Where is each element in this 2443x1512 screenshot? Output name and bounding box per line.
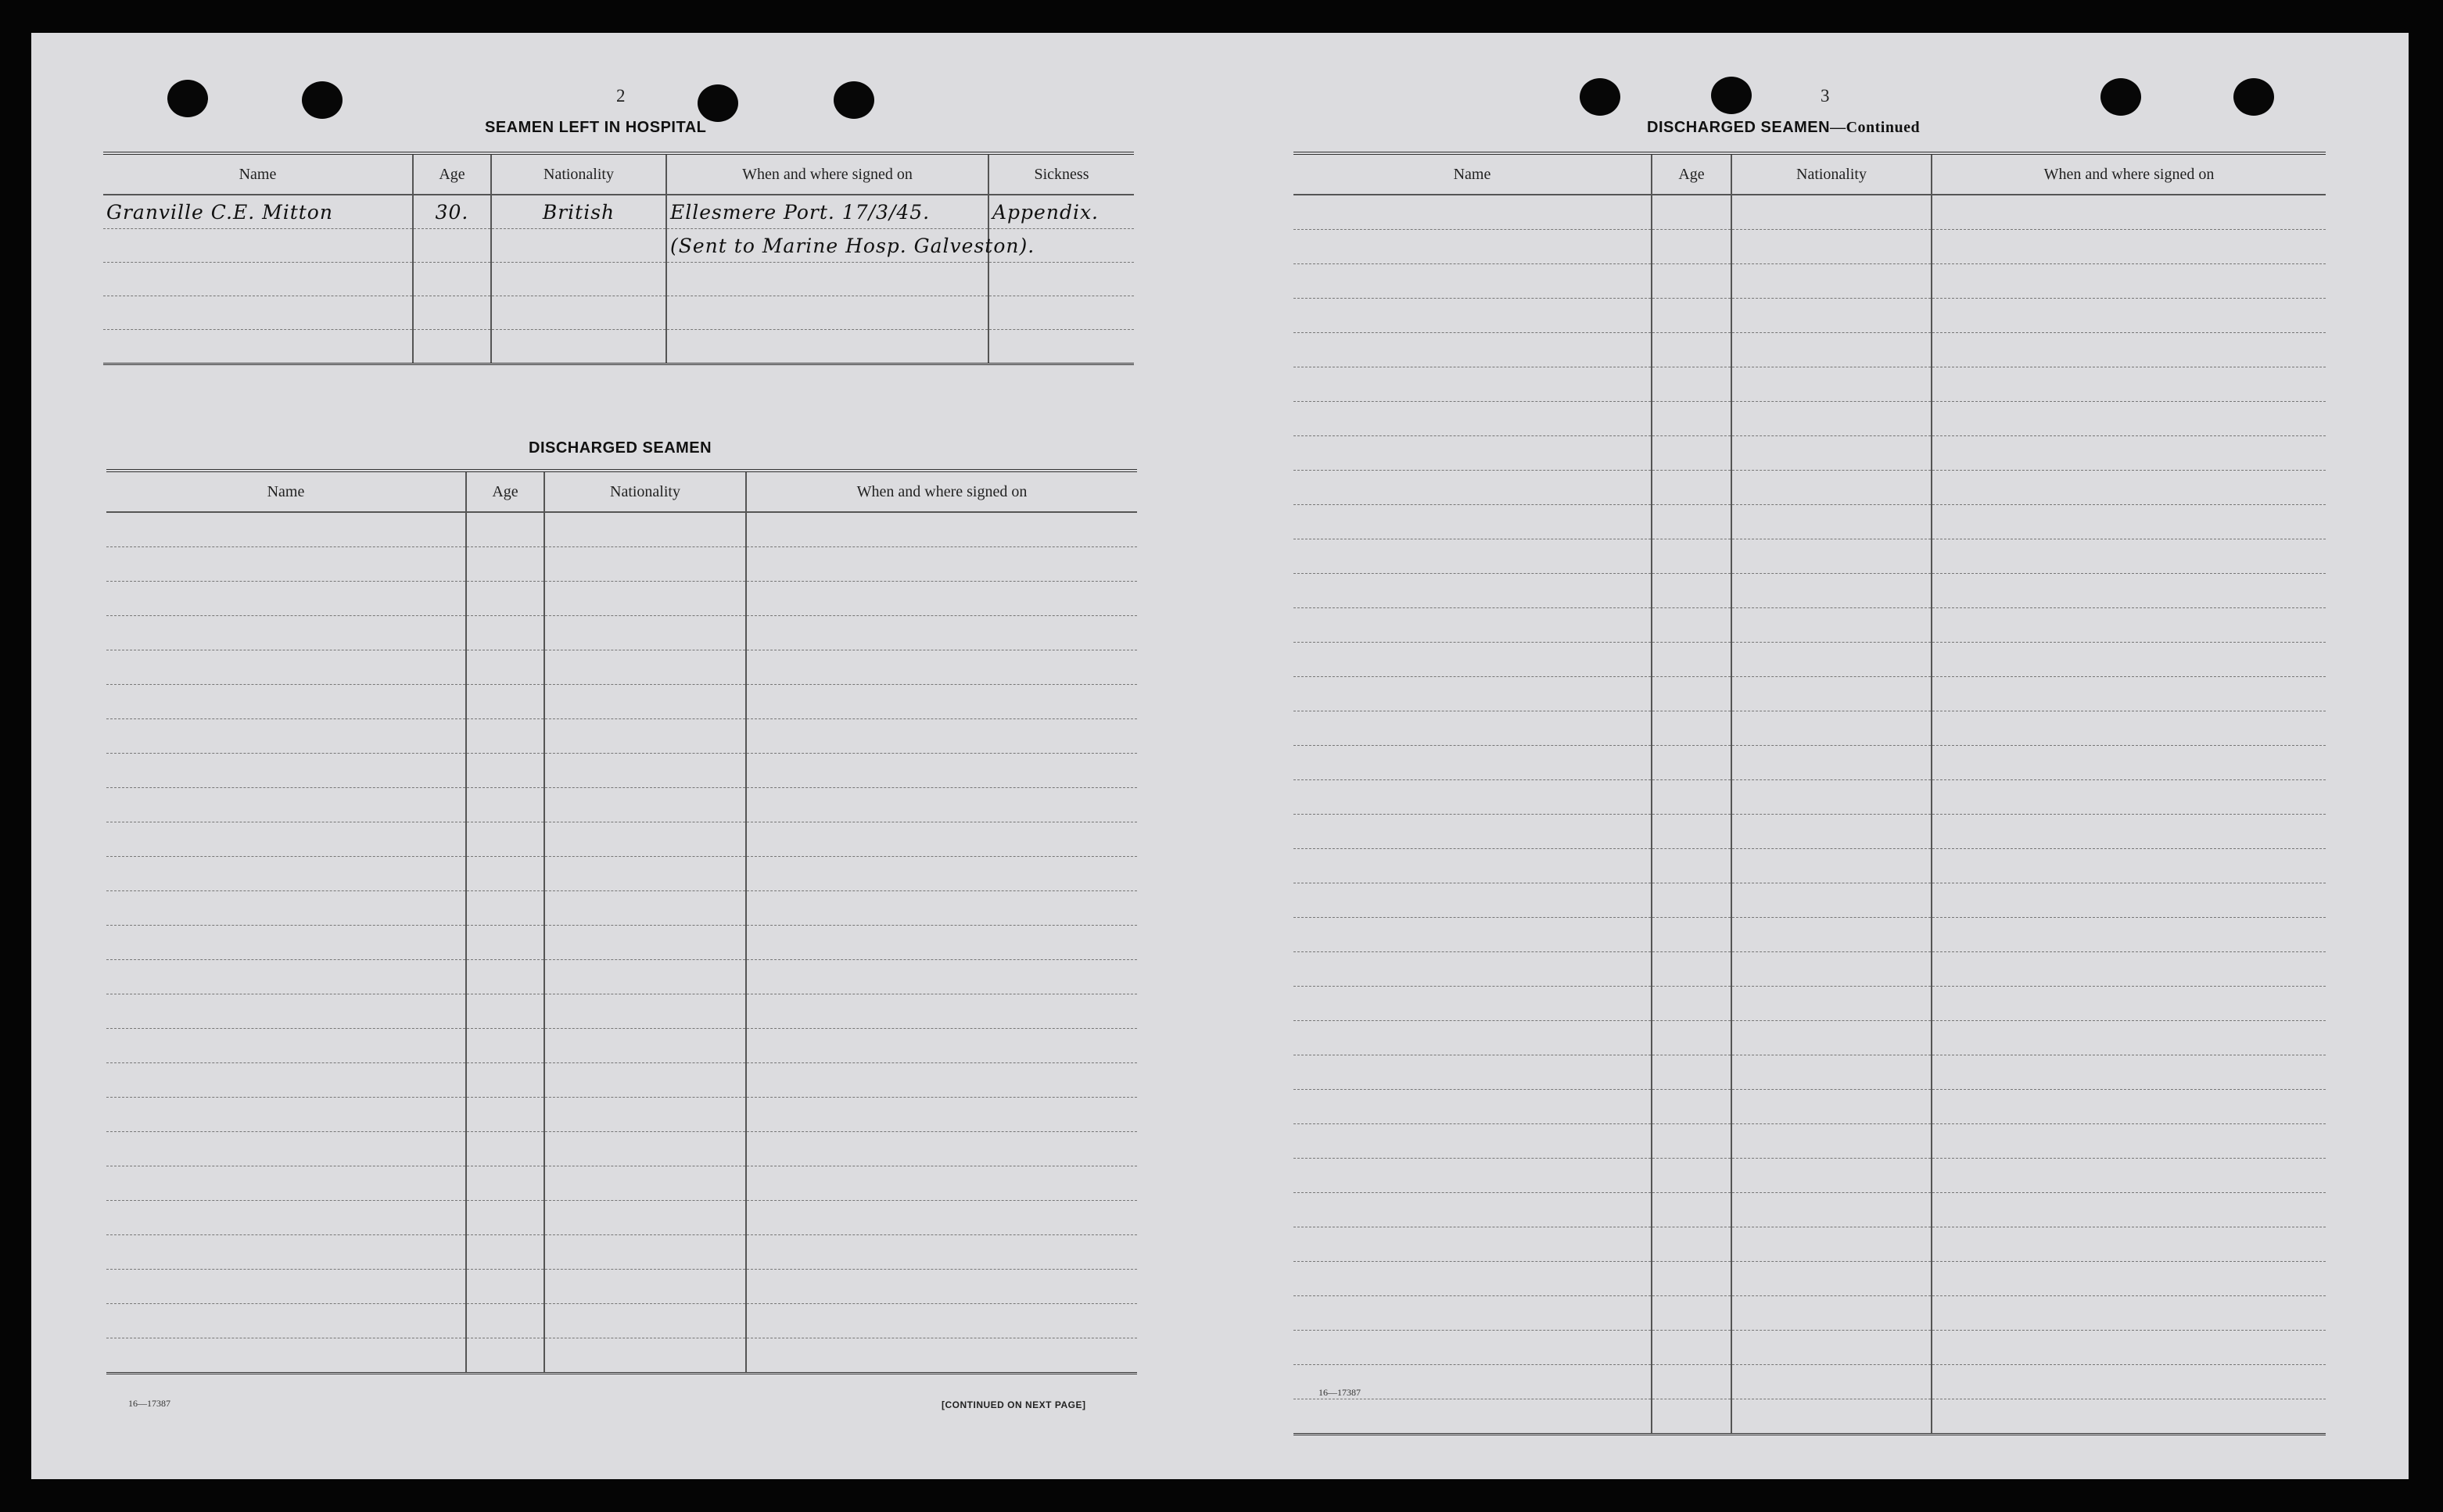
handwritten-signed-on: Ellesmere Port. 17/3/45. bbox=[670, 200, 931, 224]
table-row bbox=[1293, 711, 2326, 746]
col-header-name: Name bbox=[103, 153, 413, 195]
punch-hole bbox=[2100, 78, 2141, 116]
table-row bbox=[106, 994, 1137, 1029]
discharged-section-title: DISCHARGED SEAMEN bbox=[529, 439, 712, 457]
col-header-age: Age bbox=[1652, 153, 1731, 195]
table-row bbox=[106, 788, 1137, 822]
table-row bbox=[106, 1304, 1137, 1338]
punch-hole bbox=[302, 81, 343, 119]
table-row bbox=[1293, 608, 2326, 643]
table-row bbox=[1293, 987, 2326, 1021]
table-row bbox=[106, 650, 1137, 685]
page-number-left: 2 bbox=[616, 86, 626, 106]
table-row bbox=[1293, 402, 2326, 436]
col-header-signed-on: When and where signed on bbox=[746, 471, 1137, 512]
table-row bbox=[1293, 643, 2326, 677]
col-header-sickness: Sickness bbox=[988, 153, 1134, 195]
col-header-signed-on: When and where signed on bbox=[666, 153, 988, 195]
table-row bbox=[106, 822, 1137, 857]
table-row bbox=[1293, 1296, 2326, 1331]
table-row bbox=[1293, 1262, 2326, 1296]
col-header-age: Age bbox=[413, 153, 491, 195]
col-header-name: Name bbox=[106, 471, 466, 512]
form-code-right: 16—17387 bbox=[1318, 1387, 1361, 1398]
table-row bbox=[1293, 333, 2326, 367]
table-row bbox=[1293, 230, 2326, 264]
table-row bbox=[1293, 677, 2326, 711]
table-row bbox=[106, 891, 1137, 926]
table-row bbox=[1293, 1193, 2326, 1227]
table-row bbox=[106, 582, 1137, 616]
table-row bbox=[106, 857, 1137, 891]
table-row bbox=[1293, 195, 2326, 230]
table-row bbox=[1293, 505, 2326, 539]
table-row bbox=[1293, 746, 2326, 780]
table-row bbox=[1293, 849, 2326, 883]
table-row bbox=[1293, 264, 2326, 299]
col-header-nationality: Nationality bbox=[1731, 153, 1932, 195]
table-row bbox=[1293, 574, 2326, 608]
discharged-continued-title bbox=[1647, 119, 1920, 137]
table-row bbox=[106, 685, 1137, 719]
table-row bbox=[106, 926, 1137, 960]
form-code-left: 16—17387 bbox=[128, 1398, 170, 1409]
punch-hole bbox=[1580, 78, 1620, 116]
hospital-table bbox=[103, 152, 1134, 365]
table-row bbox=[106, 1029, 1137, 1063]
col-header-nationality: Nationality bbox=[491, 153, 666, 195]
col-header-signed-on: When and where signed on bbox=[1932, 153, 2326, 195]
table-row bbox=[106, 1132, 1137, 1166]
table-row bbox=[106, 512, 1137, 547]
table-row bbox=[106, 616, 1137, 650]
table-row bbox=[106, 547, 1137, 582]
table-row bbox=[106, 1063, 1137, 1098]
page-number-right: 3 bbox=[1821, 86, 1830, 106]
col-header-name: Name bbox=[1293, 153, 1652, 195]
table-row bbox=[1293, 539, 2326, 574]
table-row bbox=[1293, 436, 2326, 471]
table-row bbox=[1293, 1055, 2326, 1090]
table-row bbox=[103, 263, 1134, 296]
table-row bbox=[106, 960, 1137, 994]
table-row bbox=[103, 330, 1134, 364]
table-row bbox=[1293, 299, 2326, 333]
table-row bbox=[1293, 1124, 2326, 1159]
discharged-rows-left bbox=[106, 512, 1137, 1374]
table-row bbox=[1293, 471, 2326, 505]
discharged-table-right bbox=[1293, 152, 2326, 1435]
handwritten-age: 30. bbox=[435, 200, 469, 224]
table-row bbox=[1293, 1399, 2326, 1435]
handwritten-nationality: British bbox=[542, 200, 615, 224]
punch-hole bbox=[1711, 77, 1752, 114]
table-row bbox=[106, 1098, 1137, 1132]
title-suffix: —Continued bbox=[1830, 119, 1921, 136]
table-row bbox=[1293, 1331, 2326, 1365]
punch-hole bbox=[2233, 78, 2274, 116]
col-header-nationality: Nationality bbox=[544, 471, 746, 512]
handwritten-sickness: Appendix. bbox=[992, 200, 1100, 224]
table-row bbox=[1293, 1159, 2326, 1193]
table-row bbox=[106, 1166, 1137, 1201]
hospital-section-title: SEAMEN LEFT IN HOSPITAL bbox=[485, 119, 707, 136]
table-row bbox=[1293, 1365, 2326, 1399]
table-row bbox=[103, 296, 1134, 330]
table-row bbox=[103, 229, 1134, 263]
table-row bbox=[106, 1201, 1137, 1235]
title-main: DISCHARGED SEAMEN bbox=[1647, 119, 1831, 136]
table-row bbox=[106, 719, 1137, 754]
table-row bbox=[106, 1270, 1137, 1304]
table-row bbox=[106, 1235, 1137, 1270]
table-row bbox=[106, 1338, 1137, 1374]
punch-hole bbox=[167, 80, 208, 117]
table-row bbox=[1293, 1021, 2326, 1055]
table-row bbox=[1293, 1090, 2326, 1124]
table-row bbox=[1293, 780, 2326, 815]
discharged-table-left bbox=[106, 469, 1137, 1374]
continued-note: [CONTINUED ON NEXT PAGE] bbox=[942, 1399, 1086, 1410]
table-row bbox=[1293, 815, 2326, 849]
table-row bbox=[1293, 952, 2326, 987]
handwritten-note: (Sent to Marine Hosp. Galveston). bbox=[670, 234, 1035, 257]
punch-hole bbox=[834, 81, 874, 119]
handwritten-name: Granville C.E. Mitton bbox=[106, 200, 333, 224]
table-row bbox=[1293, 918, 2326, 952]
table-row bbox=[103, 195, 1134, 229]
col-header-age: Age bbox=[466, 471, 544, 512]
table-row bbox=[1293, 883, 2326, 918]
punch-hole bbox=[698, 84, 738, 122]
document-sheet bbox=[31, 33, 2409, 1479]
table-row bbox=[106, 754, 1137, 788]
table-row bbox=[1293, 1227, 2326, 1262]
table-row bbox=[1293, 367, 2326, 402]
discharged-rows-right bbox=[1293, 195, 2326, 1435]
